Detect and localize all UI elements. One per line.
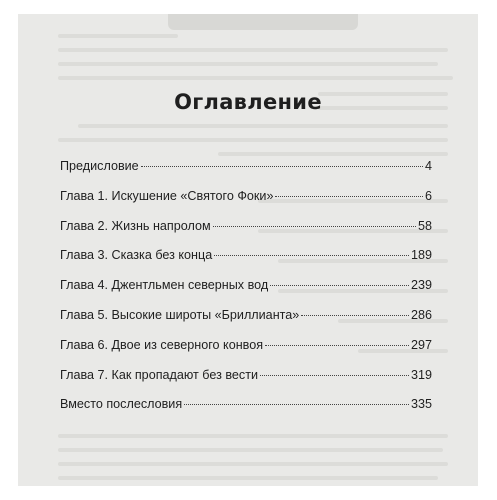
toc-entry	[60, 159, 432, 189]
toc-entry	[60, 368, 432, 398]
toc-entry-title: Глава 4. Джентльмен северных вод	[60, 278, 269, 293]
toc-entry-title: Вместо послесловия	[60, 397, 183, 412]
toc-entry-title: Глава 5. Высокие широты «Бриллианта»	[60, 307, 300, 322]
toc-entry-title: Глава 7. Как пропадают без вести	[60, 367, 259, 382]
toc-entry-title: Глава 2. Жизнь напролом	[60, 218, 211, 233]
toc-entry-page: 335	[410, 397, 432, 412]
toc-entry-page: 239	[410, 278, 432, 293]
toc-entry-page: 6	[424, 188, 432, 203]
toc-entry-page: 4	[424, 159, 432, 173]
dot-leader	[275, 196, 423, 197]
table-of-contents	[18, 14, 478, 486]
dot-leader	[265, 345, 409, 346]
toc-entry	[60, 338, 432, 368]
toc-entry-page: 319	[410, 367, 432, 382]
dot-leader	[141, 166, 423, 167]
toc-entry	[60, 397, 432, 427]
toc-entry	[60, 248, 432, 278]
dot-leader	[270, 285, 409, 286]
page-title: Оглавление	[174, 90, 322, 114]
toc-entry-page: 189	[410, 248, 432, 263]
toc-entry-title: Глава 6. Двое из северного конвоя	[60, 337, 264, 352]
dot-leader	[214, 255, 409, 256]
toc-entry-page: 58	[417, 218, 432, 233]
toc-entry	[60, 278, 432, 308]
dot-leader	[260, 375, 409, 376]
book-page	[18, 14, 478, 486]
toc-entry-title: Предисловие	[60, 159, 139, 173]
toc-entry-title: Глава 1. Искушение «Святого Фоки»	[60, 188, 274, 203]
dot-leader	[213, 226, 416, 227]
toc-entry	[60, 189, 432, 219]
toc-entry-page: 297	[410, 337, 432, 352]
toc-entry	[60, 219, 432, 249]
toc-list	[60, 159, 432, 427]
toc-entry-title: Глава 3. Сказка без конца	[60, 248, 213, 263]
dot-leader	[301, 315, 409, 316]
toc-entry	[60, 308, 432, 338]
toc-entry-page: 286	[410, 307, 432, 322]
dot-leader	[184, 404, 409, 405]
